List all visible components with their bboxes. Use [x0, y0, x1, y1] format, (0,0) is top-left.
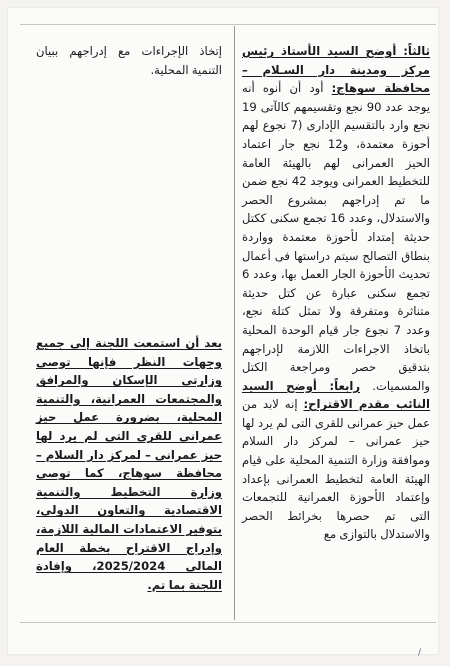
bottom-rule [20, 622, 436, 623]
document-page [8, 8, 438, 658]
left-column-top-text: إتخاذ الإجراءات مع إدراجهم ببيان التنمية المحلية. [36, 44, 222, 77]
column-divider [234, 26, 235, 620]
top-rule [20, 24, 436, 25]
footer-mark: / [418, 648, 422, 658]
section-body-fourth: إنه لابد من عمل حيز عمرانى للقرى التى لم يرد لها حيز عمرانى – لمركز دار السلام وموافقة وزارة التنمية المحلية على قيام الهيئة العامة لتخطيط العمرانى بإعداد وإعتماد الأحوزة العمرانية للتجمعات التى تم حصرها بخرائط الحصر والاستدلال بالتوازى مع [242, 397, 430, 542]
section-body-third: أود أن أنوه أنه يوجد عدد 90 نجع وتقسيمهم كالآتى 19 نجع وارد بالتقسيم الإدارى (7 نجوع لهم أحوزة معتمدة، و12 نجع جار اعتماد الحيز العمرانى لهم بالهيئة العامة للتخطيط العمرانى ويوجد 42 نجع ضمن ما تم إدراجهم بمشروع الحصر والاستدلال، وعدد 16 تجمع سكنى ككتل حديثة إمتداد لأحوزة معتمدة وواردة بنطاق التصالح سيتم دراستها فى أعمال تحديث الأحوزة الجار العمل بها، وعدد 6 تجمع سكنى عبارة عن كتل حديثة متناثرة ومتفرقة ولا تمثل كتلة نجع، وعدد 7 نجوع جار قيام الوحدة المحلية باتخاذ الاجراءات اللازمة لإدراجهم بتدقيق حصر ومراجعة الكتل والمسميات. [242, 81, 431, 393]
section-heading-third: ثالثاً: أوضح السيد الأستاذ رئيس مركز ومدينة دار السـلام – محافظة سوهاج: [242, 44, 430, 96]
section-heading-fourth: رابعاً: أوضح السيد النائب مقدم الاقتراح: [242, 378, 430, 412]
right-column [242, 42, 430, 544]
committee-recommendation: بعد أن استمعت اللجنة إلى جميع وجهات النظر فإنها توصى وزارتى الإسكان والمرافق والمجتمعات العمرانية، والتنمية المحلية، بضرورة عمل حيز عمرانى للقرى التى لم يرد لها حيز عمرانى – لمركز دار السلام – محافظة سوهاج، كما توصى وزارة التخطيط والتنمية الاقتصادية والتعاون الدولى، بتوفير الاعتمادات المالية اللازمة، وإدراج الاقتراح بخطة العام المالى 2025/2024، وإفادة اللجنة بما تم. [36, 336, 222, 592]
